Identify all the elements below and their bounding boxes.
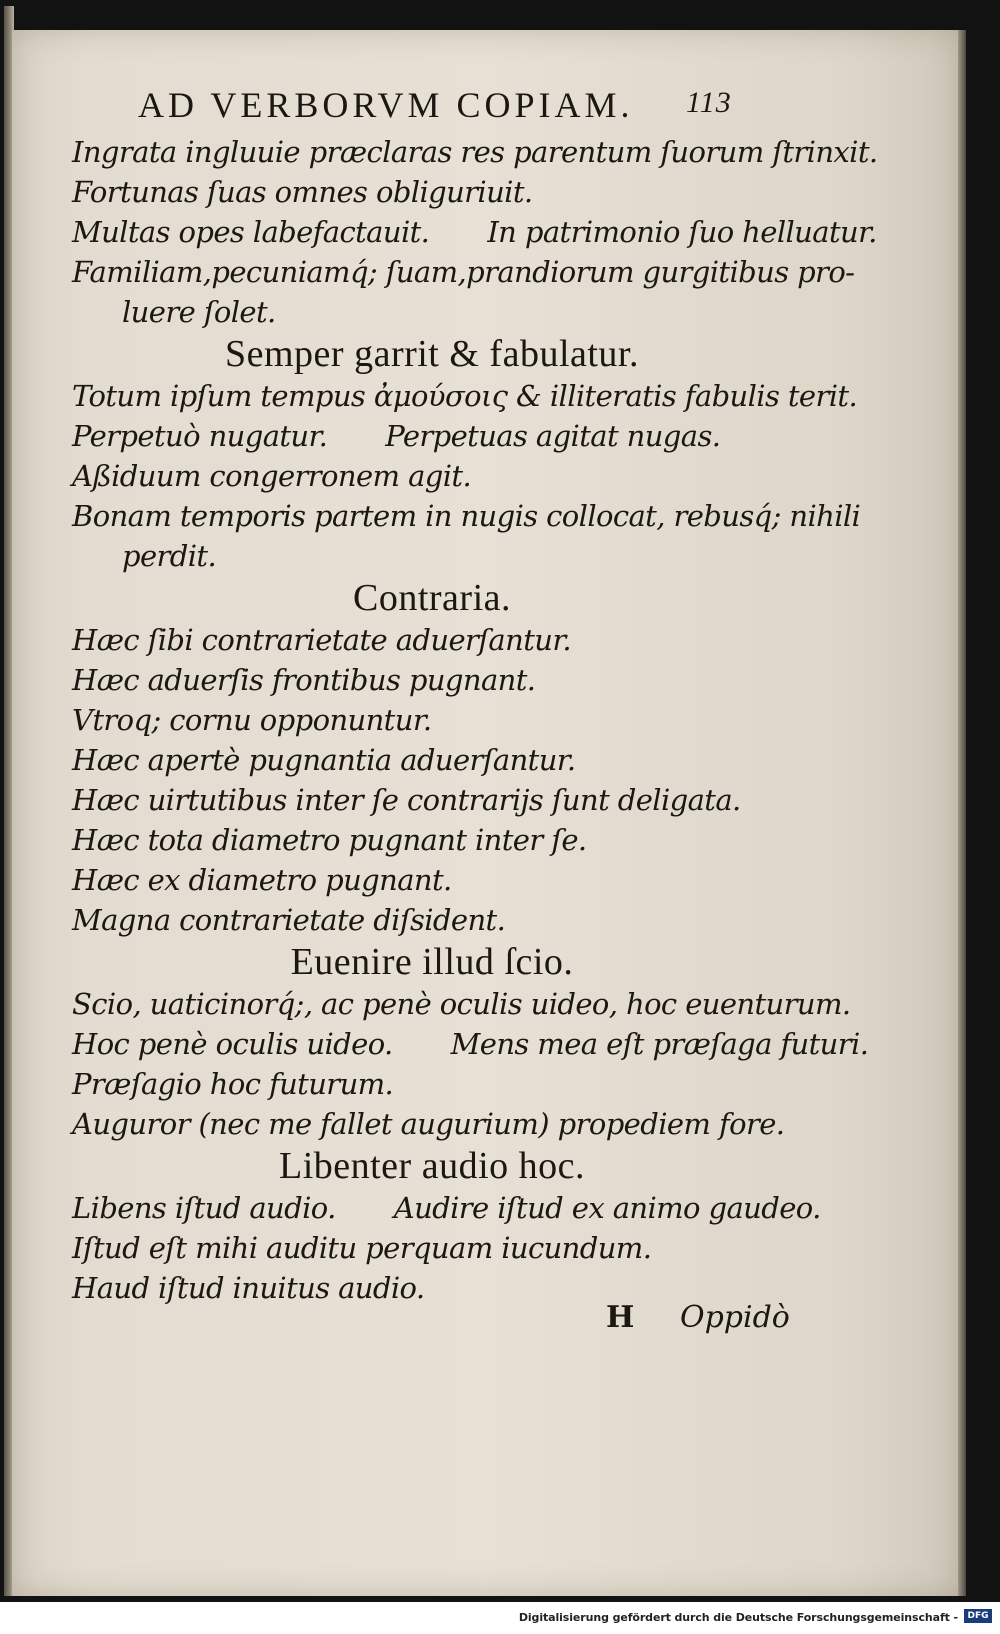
phrase: Perpetuò nugatur. <box>72 419 328 453</box>
text-line <box>72 820 792 860</box>
text-line <box>72 1104 792 1144</box>
text-line <box>72 1064 792 1104</box>
phrase: Hæc uirtutibus inter ſe contrarijs ſunt deligata. <box>72 783 741 817</box>
funding-credit: Digitalisierung gefördert durch die Deutsche Forschungsgemeinschaft - <box>518 1611 958 1624</box>
phrase: Hoc penè oculis uideo. <box>72 1027 393 1061</box>
text-line <box>72 660 792 700</box>
phrase: Fortunas ſuas omnes obliguriuit. <box>72 175 533 209</box>
phrase: Hæc tota diametro pugnant inter ſe. <box>72 823 587 857</box>
phrase: Auguror (nec me fallet augurium) propediem fore. <box>72 1107 785 1141</box>
phrase-second: Perpetuas agitat nugas. <box>385 419 721 453</box>
text-line <box>72 456 792 496</box>
text-line <box>72 496 861 536</box>
section-heading: Libenter audio hoc. <box>278 1145 585 1187</box>
phrase: Bonam temporis partem in nugis collocat, rebusq́; nihili <box>72 499 861 533</box>
text-line <box>72 416 792 456</box>
text-body <box>72 132 878 1308</box>
text-line <box>72 780 792 820</box>
text-line <box>72 1024 869 1064</box>
phrase: Haud iſtud inuitus audio. <box>72 1271 425 1305</box>
phrase: Hæc aduerſis frontibus pugnant. <box>72 663 536 697</box>
text-line <box>72 376 858 416</box>
text-line <box>72 132 878 172</box>
section-heading: Euenire illud ſcio. <box>290 941 574 983</box>
text-line <box>72 700 792 740</box>
text-line <box>72 620 792 660</box>
text-line <box>72 900 792 940</box>
page-edge-right <box>958 30 966 1596</box>
text-line <box>72 212 877 252</box>
phrase: Magna contrarietate diſsident. <box>72 903 506 937</box>
section-heading: Semper garrit & fabulatur. <box>225 333 639 375</box>
text-line <box>72 1228 792 1268</box>
running-head-title: AD VERBORVM COPIAM. <box>138 85 634 125</box>
phrase: Hæc ex diametro pugnant. <box>72 863 452 897</box>
footer <box>0 1602 1000 1634</box>
catchwords <box>606 1300 806 1350</box>
text-line <box>72 984 851 1024</box>
signature-mark: H <box>606 1300 635 1335</box>
page-number: 113 <box>686 86 732 119</box>
phrase: Ingrata ingluuie præclaras res parentum ſuorum ſtrinxit. <box>72 135 878 169</box>
phrase: Iſtud eſt mihi auditu perquam iucundum. <box>72 1231 652 1265</box>
phrase-second: Mens mea eſt præſaga futuri. <box>450 1027 869 1061</box>
phrase: Præſagio hoc futurum. <box>72 1067 394 1101</box>
phrase-second: In patrimonio ſuo helluatur. <box>487 215 877 249</box>
phrase: Hæc apertè pugnantia aduerſantur. <box>72 743 576 777</box>
text-line <box>72 536 792 576</box>
text-line <box>72 252 855 292</box>
phrase: Familiam,pecuniamq́; ſuam,prandiorum gurgitibus pro- <box>72 255 855 289</box>
phrase: Multas opes labefactauit. <box>72 215 430 249</box>
phrase: Aßiduum congerronem agit. <box>72 459 472 493</box>
phrase: Libens iſtud audio. <box>72 1191 336 1225</box>
phrase: Vtroq; cornu opponuntur. <box>72 703 432 737</box>
phrase: Hæc ſibi contrarietate aduerſantur. <box>72 623 572 657</box>
text-line <box>72 740 792 780</box>
phrase: Totum ipſum tempus ἀμούσοις & illiteratis fabulis terit. <box>72 379 858 413</box>
text-line <box>72 292 792 332</box>
phrase: Scio, uaticinorq́;, ac penè oculis uideo, hoc euenturum. <box>72 987 851 1021</box>
phrase-second: Audire iſtud ex animo gaudeo. <box>393 1191 821 1225</box>
phrase: perdit. <box>122 539 217 573</box>
catchword: Oppidò <box>680 1300 790 1335</box>
dfg-logo: DFG <box>964 1609 992 1623</box>
section-heading: Contraria. <box>352 577 511 619</box>
text-line <box>72 1188 821 1228</box>
phrase: luere ſolet. <box>122 295 276 329</box>
text-line <box>72 860 792 900</box>
running-head <box>138 84 758 126</box>
text-line <box>72 172 792 212</box>
